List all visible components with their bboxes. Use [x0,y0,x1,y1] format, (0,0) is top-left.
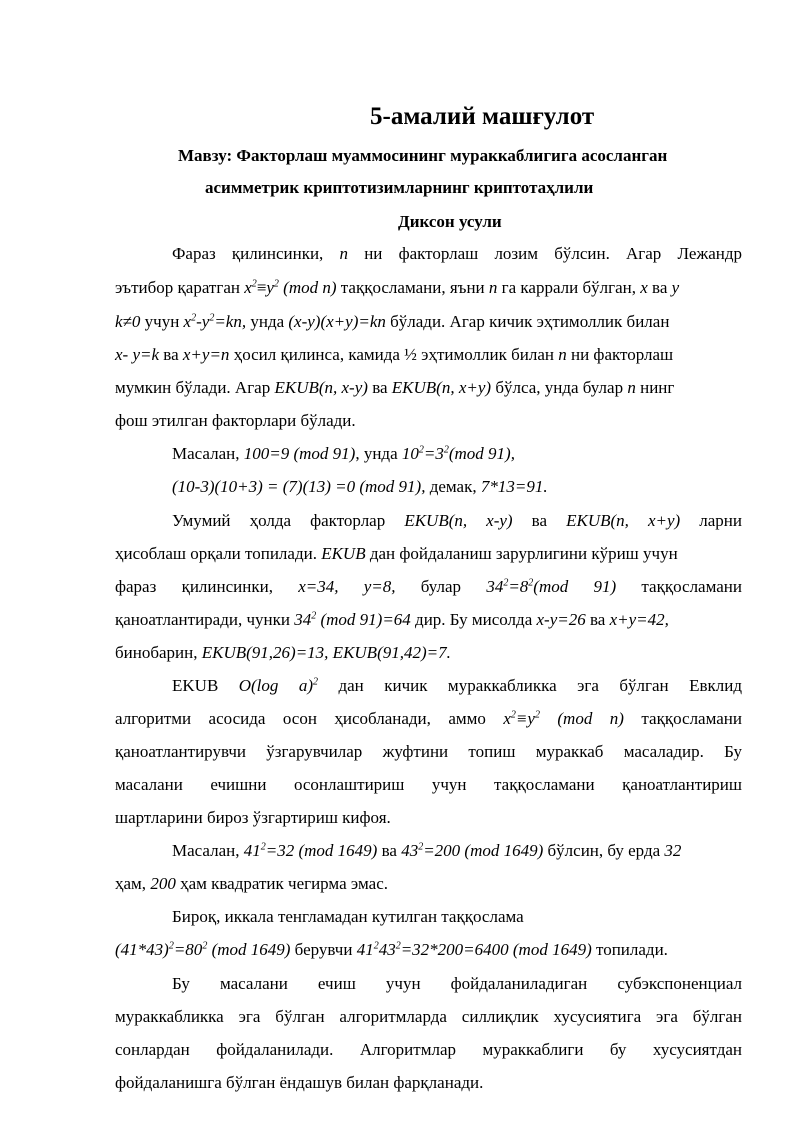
para6-line-1: Бироқ, иккала тенгламадан кутилган таққослама [172,907,524,926]
para7-line-2: мураккабликка эга бўлган алгоритмларда силлиқлик хусусиятига эга бўлган [115,1007,742,1026]
para1-line-5: мумкин бўлади. Агар EKUB(n, x-y) ва EKUB(n, x+y) бўлса, унда булар n нинг [115,378,675,397]
para1-line-4: x- y=k ва x+y=n ҳосил қилинса, камида ½ эҳтимоллик билан n ни факторлаш [115,345,674,364]
para1-line-6: фош этилган факторлари бўлади. [115,411,356,430]
para3-line-2: ҳисоблаш орқали топилади. EKUB дан фойдаланиш зарурлигини кўриш учун [115,544,678,563]
para6-line-2: $(41*43)^2=80^2$ (mod 1649) берувчи $41^243^2=32*200=6400$ (mod 1649) топилади. [115,940,668,959]
para4-line-3: қаноатлантирувчи ўзгарувчилар жуфтини топиш мураккаб масаладир. Бу [115,742,742,761]
para4-line-4: масалани ечишни осонлаштириш учун таққосламани қаноатлантириш [115,775,742,794]
para3-line-5: бинобарин, EKUB(91,26)=13, EKUB(91,42)=7. [115,643,451,662]
para3-line-3: фараз қилинсинки, x=34, y=8, булар $34^2=8^2(mod$ 91) таққосламани [115,577,742,596]
para5-line-2: ҳам, 200 ҳам квадратик чегирма эмас. [115,874,388,893]
para3-line-1: Умумий ҳолда факторлар EKUB(n, x-y) ва EKUB(n, x+y) ларни [172,511,742,530]
para4-line-2: алгоритми асосида осон ҳисобланади, аммо $x^2\equiv y^2$ (mod n) таққосламани [115,709,742,728]
para7-line-4: фойдаланишга бўлган ёндашув билан фарқланади. [115,1073,484,1092]
para3-line-4: қаноатлантиради, чунки $34^2$ (mod 91)=64 дир. Бу мисолда x-y=26 ва x+y=42, [115,610,669,629]
para7-line-1: Бу масалани ечиш учун фойдаланиладиган субэкспоненциал [172,974,742,993]
para5-line-1: Масалан, $41^2=32$ (mod 1649) ва $43^2=200$ (mod 1649) бўлсин, бу ерда 32 [172,841,682,860]
para4-line-1: EKUB O(log a)$^2$ дан кичик мураккабликка эга бўлган Евклид [172,676,742,695]
subtitle-line-1: Мавзу: Факторлаш муаммосининг мураккаблигига асосланган [178,146,668,165]
subtitle-line-3: Диксон усули [398,212,502,231]
para2-line-2: (10-3)(10+3) = (7)(13) =0 (mod 91), демак, 7*13=91. [172,477,548,496]
para1-line-1: Фараз қилинсинки, n ни факторлаш лозим бўлсин. Агар Лежандр [172,244,742,263]
para1-line-2: эътибор қаратган $x^2\equiv y^2$ (mod n) таққосламани, яъни n га каррали бўлган, x ва y [115,278,680,297]
para4-line-5: шартларини бироз ўзгартириш кифоя. [115,808,391,827]
para1-line-3: k≠0 учун $x^2-y^2=kn$, унда (x-y)(x+y)=kn бўлади. Агар кичик эҳтимоллик билан [115,312,670,331]
page-title: 5-амалий машғулот [370,103,595,130]
subtitle-line-2: асимметрик криптотизимларнинг криптотаҳлили [205,178,594,197]
para7-line-3: сонлардан фойдаланилади. Алгоритмлар мураккаблиги бу хусусиятдан [115,1040,742,1059]
para2-line-1: Масалан, 100=9 (mod 91), унда $10^2=3^2(mod$ 91), [172,444,515,463]
